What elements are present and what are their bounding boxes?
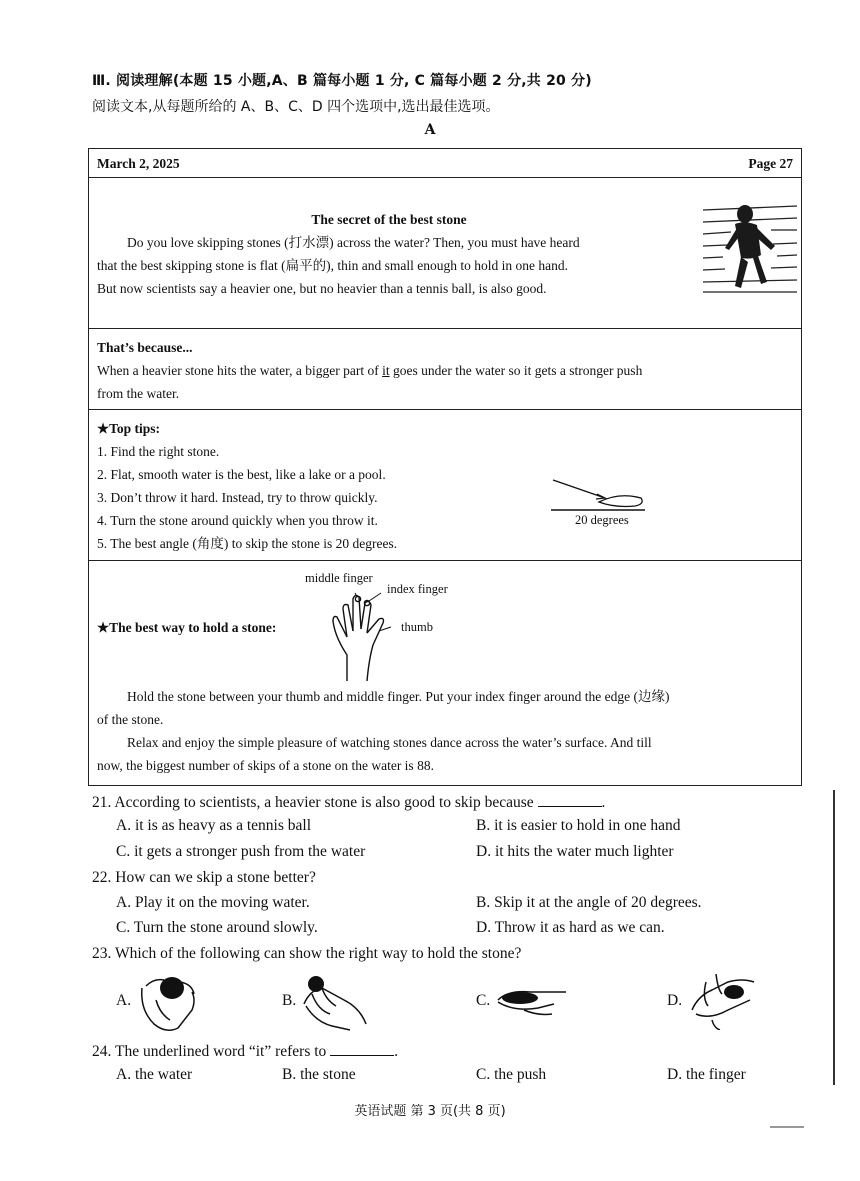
- tip-3: 3. Don’t throw it hard. Instead, try to throw quickly.: [97, 490, 378, 505]
- passage-label: A: [424, 122, 436, 138]
- because-line-1: When a heavier stone hits the water, a bigger part of it goes under the water so it gets a stronger push: [97, 363, 643, 378]
- page-footer: 英语试题 第 3 页(共 8 页): [354, 1104, 506, 1119]
- article-intro-section: [88, 177, 802, 329]
- underlined-it: it: [382, 363, 390, 378]
- tip-1: 1. Find the right stone.: [97, 444, 220, 459]
- angle-diagram: [549, 472, 649, 512]
- intro-line-1: Do you love skipping stones (打水漂) across the water? Then, you must have heard: [127, 235, 580, 250]
- answer-blank: [330, 1041, 394, 1056]
- q21-option-a: A. it is as heavy as a tennis ball: [116, 817, 311, 834]
- hand-diagram: [329, 585, 409, 683]
- hold-title: ★The best way to hold a stone:: [97, 620, 277, 635]
- angle-label: 20 degrees: [575, 513, 629, 527]
- section-heading: Ⅲ. 阅读理解(本题 15 小题,A、B 篇每小题 1 分, C 篇每小题 2 分,共 20 分): [92, 73, 592, 89]
- hand-option-d-image: [688, 970, 758, 1030]
- label-thumb: thumb: [401, 620, 433, 634]
- because-section: [88, 328, 802, 410]
- hand-option-a-image: [136, 970, 202, 1034]
- question-23-stem: 23. Which of the following can show the right way to hold the stone?: [92, 945, 522, 962]
- hold-p1-line-1: Hold the stone between your thumb and middle finger. Put your index finger around the edge (边缘): [127, 689, 670, 704]
- q24-option-a: A. the water: [116, 1066, 193, 1083]
- q23-option-b-label: B.: [282, 992, 297, 1009]
- q23-option-a-label: A.: [116, 992, 132, 1009]
- answer-blank: [538, 792, 602, 807]
- label-middle-finger: middle finger: [305, 571, 373, 585]
- scan-mark: [770, 1126, 804, 1128]
- hold-p2-line-2: now, the biggest number of skips of a stone on the water is 88.: [97, 758, 434, 773]
- section-instruction: 阅读文本,从每题所给的 A、B、C、D 四个选项中,选出最佳选项。: [92, 99, 500, 115]
- because-title: That’s because...: [97, 340, 193, 355]
- tips-section: [88, 409, 802, 561]
- q22-option-d: D. Throw it as hard as we can.: [476, 919, 665, 936]
- hold-p2-line-1: Relax and enjoy the simple pleasure of watching stones dance across the water’s surface. And till: [127, 735, 652, 750]
- because-line-2: from the water.: [97, 386, 180, 401]
- question-22-stem: 22. How can we skip a stone better?: [92, 869, 316, 886]
- article-date: March 2, 2025: [97, 156, 180, 171]
- article-header-row: [88, 148, 802, 178]
- label-index-finger: index finger: [387, 582, 448, 596]
- tip-4: 4. Turn the stone around quickly when you throw it.: [97, 513, 378, 528]
- q22-option-b: B. Skip it at the angle of 20 degrees.: [476, 894, 702, 911]
- intro-line-2: that the best skipping stone is flat (扁平的), thin and small enough to hold in one hand.: [97, 258, 568, 273]
- page-edge-line: [833, 790, 835, 1085]
- q21-option-d: D. it hits the water much lighter: [476, 843, 674, 860]
- hold-section: [88, 560, 802, 786]
- q23-option-c-label: C.: [476, 992, 491, 1009]
- tip-2: 2. Flat, smooth water is the best, like a lake or a pool.: [97, 467, 386, 482]
- stone-skipper-illustration: [701, 200, 799, 300]
- hold-p1-line-2: of the stone.: [97, 712, 164, 727]
- tips-title: ★Top tips:: [97, 421, 161, 436]
- article-page: Page 27: [748, 156, 793, 171]
- q24-option-d: D. the finger: [667, 1066, 746, 1083]
- article-title: The secret of the best stone: [311, 212, 467, 227]
- q21-option-b: B. it is easier to hold in one hand: [476, 817, 681, 834]
- question-21-stem: 21. According to scientists, a heavier stone is also good to skip because .: [92, 794, 606, 811]
- hand-option-b-image: [300, 970, 370, 1034]
- q23-option-d-label: D.: [667, 992, 683, 1009]
- q22-option-c: C. Turn the stone around slowly.: [116, 919, 318, 936]
- question-24-stem: 24. The underlined word “it” refers to .: [92, 1043, 399, 1060]
- tip-5: 5. The best angle (角度) to skip the stone is 20 degrees.: [97, 536, 398, 551]
- q24-option-b: B. the stone: [282, 1066, 356, 1083]
- q21-option-c: C. it gets a stronger push from the water: [116, 843, 366, 860]
- intro-line-3: But now scientists say a heavier one, but no heavier than a tennis ball, is also good.: [97, 281, 547, 296]
- hand-option-c-image: [494, 980, 572, 1020]
- q22-option-a: A. Play it on the moving water.: [116, 894, 310, 911]
- q24-option-c: C. the push: [476, 1066, 547, 1083]
